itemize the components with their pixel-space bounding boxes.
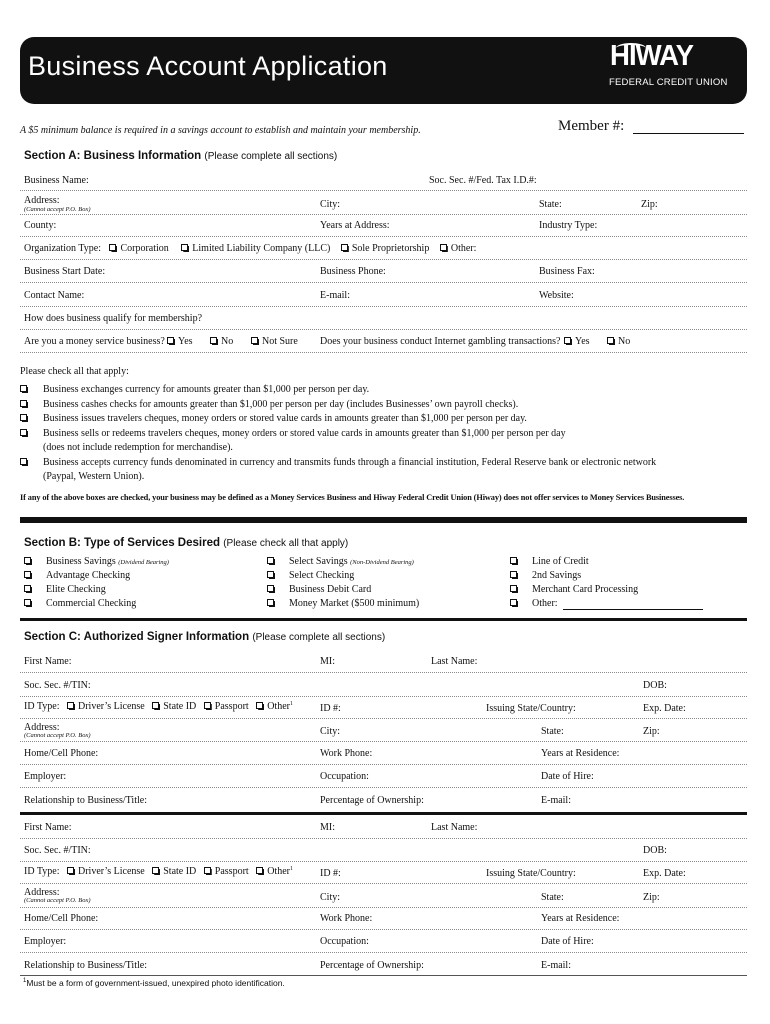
divider xyxy=(20,975,747,976)
section-c-title: Section C: Authorized Signer Information xyxy=(24,631,250,643)
service-elite-checking-checkbox[interactable] xyxy=(24,585,31,592)
check-sells-cheques[interactable] xyxy=(20,429,27,436)
section-b-title: Section B: Type of Services Desired xyxy=(24,537,220,549)
checkbox-icon xyxy=(181,244,188,251)
county-field[interactable]: County: xyxy=(24,220,57,231)
signer2-id-number-field[interactable]: ID #: xyxy=(320,868,341,879)
checkbox-icon xyxy=(251,337,258,344)
divider xyxy=(20,718,747,719)
checkbox-icon xyxy=(152,702,159,709)
service-money-market-checkbox[interactable] xyxy=(267,599,274,606)
section-b-note: (Please check all that apply) xyxy=(223,538,349,549)
contact-name-field[interactable]: Contact Name: xyxy=(24,290,85,301)
signer1-state-field[interactable]: State: xyxy=(541,726,564,737)
address-note: (Cannot accept P.O. Box) xyxy=(24,732,91,739)
section-a-heading xyxy=(24,150,337,162)
signer2-email-field[interactable]: E-mail: xyxy=(541,960,571,971)
address-note: (Cannot accept P.O. Box) xyxy=(24,897,91,904)
signer2-dob-field[interactable]: DOB: xyxy=(643,845,667,856)
signer1-home-phone-field[interactable]: Home/Cell Phone: xyxy=(24,748,99,759)
footnote: $^1$Must be a form of government-issued, unexpired photo identification. xyxy=(23,978,285,988)
service-advantage-checking: Advantage Checking xyxy=(46,570,131,581)
hiway-logo: HIWAY xyxy=(610,40,694,72)
signer2-occupation-field[interactable]: Occupation: xyxy=(320,936,369,947)
signer2-first-name-field[interactable]: First Name: xyxy=(24,822,72,833)
divider xyxy=(20,282,747,283)
check-currency-exchange[interactable] xyxy=(20,385,27,392)
signer2-hire-date-field[interactable]: Date of Hire: xyxy=(541,936,594,947)
years-at-address-field[interactable]: Years at Address: xyxy=(320,220,390,231)
section-b-heading xyxy=(24,537,348,549)
service-other-checkbox[interactable] xyxy=(510,599,517,606)
id-type-label: ID Type: xyxy=(24,866,60,877)
business-name-field[interactable]: Business Name: xyxy=(24,175,89,186)
business-zip-field[interactable]: Zip: xyxy=(641,199,658,210)
business-city-field[interactable]: City: xyxy=(320,199,341,210)
signer1-exp-date-field[interactable]: Exp. Date: xyxy=(643,703,686,714)
msb-option-yes[interactable]: Yes xyxy=(167,336,193,347)
check-all-label: Please check all that apply: xyxy=(20,366,129,377)
signer1-id-state-id[interactable]: State ID xyxy=(152,701,196,712)
hiway-logo-subtitle: FEDERAL CREDIT UNION xyxy=(609,77,728,88)
business-phone-field[interactable]: Business Phone: xyxy=(320,266,386,277)
divider xyxy=(20,952,747,953)
section-a-note: (Please complete all sections) xyxy=(204,151,338,162)
signer2-ownership-field[interactable]: Percentage of Ownership: xyxy=(320,960,424,971)
signer2-employer-field[interactable]: Employer: xyxy=(24,936,67,947)
msb-option-no[interactable]: No xyxy=(210,336,233,347)
service-select-savings: Select Savings (Non-Dividend Bearing) xyxy=(289,556,414,567)
divider xyxy=(20,764,747,765)
min-balance-notice: A $5 minimum balance is required in a savings account to establish and maintain your membership. xyxy=(20,125,421,136)
divider xyxy=(20,861,747,862)
signer1-years-residence-field[interactable]: Years at Residence: xyxy=(541,748,620,759)
address-note: (Cannot accept P.O. Box) xyxy=(24,206,91,213)
service-business-savings-checkbox[interactable] xyxy=(24,557,31,564)
check-issues-cheques[interactable] xyxy=(20,414,27,421)
signer2-mi-field[interactable]: MI: xyxy=(320,822,335,833)
signer2-issuing-field[interactable]: Issuing State/Country: xyxy=(486,868,576,879)
checkbox-icon xyxy=(440,244,447,251)
section-c-note: (Please complete all sections) xyxy=(252,632,386,643)
checkbox-icon xyxy=(256,702,263,709)
header-banner xyxy=(20,37,747,104)
section-separator xyxy=(20,517,747,523)
signer2-home-phone-field[interactable]: Home/Cell Phone: xyxy=(24,913,99,924)
signer1-zip-field[interactable]: Zip: xyxy=(643,726,660,737)
signer1-first-name-field[interactable]: First Name: xyxy=(24,656,72,667)
divider xyxy=(20,306,747,307)
divider xyxy=(20,214,747,215)
check-item-text: (does not include redemption for merchandise). xyxy=(43,442,233,453)
website-field[interactable]: Website: xyxy=(539,290,574,301)
signer1-work-phone-field[interactable]: Work Phone: xyxy=(320,748,373,759)
business-state-field[interactable]: State: xyxy=(539,199,562,210)
signer1-id-number-field[interactable]: ID #: xyxy=(320,703,341,714)
signer2-zip-field[interactable]: Zip: xyxy=(643,892,660,903)
service-money-market: Money Market ($500 minimum) xyxy=(289,598,420,609)
form-title: Business Account Application xyxy=(28,51,388,81)
signer1-last-name-field[interactable]: Last Name: xyxy=(431,656,478,667)
check-transmits-funds[interactable] xyxy=(20,458,27,465)
industry-type-field[interactable]: Industry Type: xyxy=(539,220,598,231)
member-number-label: Member #: xyxy=(558,118,625,134)
service-line-of-credit-checkbox[interactable] xyxy=(510,557,517,564)
checkbox-icon xyxy=(204,867,211,874)
signer2-city-field[interactable]: City: xyxy=(320,892,341,903)
check-item-text: Business cashes checks for amounts greater than $1,000 per person per day (includes Businesses’ own payroll checks). xyxy=(43,399,519,410)
checkbox-icon xyxy=(109,244,116,251)
msb-question: Are you a money service business? xyxy=(24,336,165,347)
section-c-heading xyxy=(24,631,385,643)
membership-qualification-field[interactable]: How does business qualify for membership? xyxy=(24,313,203,324)
signer2-id-type-row xyxy=(24,866,293,877)
check-cashes-checks[interactable] xyxy=(20,400,27,407)
service-line-of-credit: Line of Credit xyxy=(532,556,589,567)
gambling-question: Does your business conduct Internet gambling transactions? xyxy=(320,336,561,347)
signer1-occupation-field[interactable]: Occupation: xyxy=(320,771,369,782)
org-option-other[interactable]: Other: xyxy=(440,243,477,254)
section-separator xyxy=(20,618,747,621)
section-a-title: Section A: Business Information xyxy=(24,150,202,162)
service-other-field[interactable] xyxy=(563,609,703,610)
signer1-email-field[interactable]: E-mail: xyxy=(541,795,571,806)
divider xyxy=(20,741,747,742)
signer2-exp-date-field[interactable]: Exp. Date: xyxy=(643,868,686,879)
service-commercial-checking: Commercial Checking xyxy=(46,598,137,609)
checkbox-icon xyxy=(341,244,348,251)
signer1-relationship-field[interactable]: Relationship to Business/Title: xyxy=(24,795,147,806)
signer2-id-drivers-license[interactable]: Driver’s License xyxy=(67,866,145,877)
signer1-hire-date-field[interactable]: Date of Hire: xyxy=(541,771,594,782)
service-debit-card: Business Debit Card xyxy=(289,584,372,595)
checkbox-icon xyxy=(607,337,614,344)
signer1-id-other[interactable]: Other$^1$ xyxy=(256,701,293,712)
check-item-text: Business issues travelers cheques, money orders or stored value cards in amounts greater than $1,000 per person per day. xyxy=(43,413,527,424)
org-option-corporation[interactable]: Corporation xyxy=(109,243,168,254)
service-other: Other: xyxy=(532,598,558,609)
divider xyxy=(20,352,747,353)
service-merchant-card: Merchant Card Processing xyxy=(532,584,639,595)
signer1-issuing-field[interactable]: Issuing State/Country: xyxy=(486,703,576,714)
signer1-city-field[interactable]: City: xyxy=(320,726,341,737)
service-elite-checking: Elite Checking xyxy=(46,584,106,595)
business-start-date-field[interactable]: Business Start Date: xyxy=(24,266,106,277)
service-2nd-savings: 2nd Savings xyxy=(532,570,582,581)
divider xyxy=(20,907,747,908)
check-item-text: Business accepts currency funds denominated in currency and transmits funds through a financial institution, Federal Reserve bank or electronic network xyxy=(43,457,657,468)
signer1-id-drivers-license[interactable]: Driver’s License xyxy=(67,701,145,712)
signer2-id-passport[interactable]: Passport xyxy=(204,866,249,877)
business-email-field[interactable]: E-mail: xyxy=(320,290,350,301)
id-type-label: ID Type: xyxy=(24,701,60,712)
signer1-ssn-field[interactable]: Soc. Sec. #/TIN: xyxy=(24,680,91,691)
signer1-dob-field[interactable]: DOB: xyxy=(643,680,667,691)
signer2-work-phone-field[interactable]: Work Phone: xyxy=(320,913,373,924)
service-advantage-checking-checkbox[interactable] xyxy=(24,571,31,578)
gambling-option-yes[interactable]: Yes xyxy=(564,336,590,347)
divider xyxy=(20,672,747,673)
service-select-checking-checkbox[interactable] xyxy=(267,571,274,578)
checkbox-icon xyxy=(67,702,74,709)
service-business-savings: Business Savings (Dividend Bearing) xyxy=(46,556,169,567)
divider xyxy=(20,929,747,930)
signer2-state-field[interactable]: State: xyxy=(541,892,564,903)
business-fax-field[interactable]: Business Fax: xyxy=(539,266,595,277)
signer2-years-residence-field[interactable]: Years at Residence: xyxy=(541,913,620,924)
checkbox-icon xyxy=(204,702,211,709)
checkbox-icon xyxy=(256,867,263,874)
org-option-sole-proprietorship[interactable]: Sole Proprietorship xyxy=(341,243,430,254)
signer-separator xyxy=(20,812,747,815)
signer2-ssn-field[interactable]: Soc. Sec. #/TIN: xyxy=(24,845,91,856)
signer1-ownership-field[interactable]: Percentage of Ownership: xyxy=(320,795,424,806)
member-number-field[interactable] xyxy=(633,133,744,134)
signer1-address-field[interactable]: Address: xyxy=(24,722,60,733)
org-type-label: Organization Type: xyxy=(24,243,101,254)
signer2-id-state-id[interactable]: State ID xyxy=(152,866,196,877)
check-item-text: Business sells or redeems travelers cheques, money orders or stored value cards in amounts greater than $1,000 per person per day xyxy=(43,428,566,439)
divider xyxy=(20,236,747,237)
divider xyxy=(20,329,747,330)
signer2-relationship-field[interactable]: Relationship to Business/Title: xyxy=(24,960,147,971)
checkbox-icon xyxy=(152,867,159,874)
checkbox-icon xyxy=(210,337,217,344)
check-item-text: Business exchanges currency for amounts greater than $1,000 per person per day. xyxy=(43,384,370,395)
service-merchant-card-checkbox[interactable] xyxy=(510,585,517,592)
service-select-checking: Select Checking xyxy=(289,570,355,581)
service-commercial-checking-checkbox[interactable] xyxy=(24,599,31,606)
divider xyxy=(20,259,747,260)
service-debit-card-checkbox[interactable] xyxy=(267,585,274,592)
divider xyxy=(20,787,747,788)
msb-option-not-sure[interactable]: Not Sure xyxy=(251,336,298,347)
msb-warning: If any of the above boxes are checked, your business may be defined as a Money Services Business and Hiway Federal Credit Union (Hiway) does not offer services to Money Services Businesses. xyxy=(20,493,685,502)
service-select-savings-checkbox[interactable] xyxy=(267,557,274,564)
check-item-text: (Paypal, Western Union). xyxy=(43,471,145,482)
divider xyxy=(20,696,747,697)
checkbox-icon xyxy=(564,337,571,344)
signer1-employer-field[interactable]: Employer: xyxy=(24,771,67,782)
signer1-id-type-row xyxy=(24,701,293,712)
divider xyxy=(20,838,747,839)
signer2-last-name-field[interactable]: Last Name: xyxy=(431,822,478,833)
tax-id-field[interactable]: Soc. Sec. #/Fed. Tax I.D.#: xyxy=(429,175,537,186)
divider xyxy=(20,883,747,884)
gambling-option-no[interactable]: No xyxy=(607,336,630,347)
business-address-field[interactable]: Address: xyxy=(24,195,60,206)
org-option-llc[interactable]: Limited Liability Company (LLC) xyxy=(181,243,330,254)
service-2nd-savings-checkbox[interactable] xyxy=(510,571,517,578)
signer1-mi-field[interactable]: MI: xyxy=(320,656,335,667)
org-type-row xyxy=(24,243,476,254)
signer2-address-field[interactable]: Address: xyxy=(24,887,60,898)
signer2-id-other[interactable]: Other$^1$ xyxy=(256,866,293,877)
divider xyxy=(20,190,747,191)
checkbox-icon xyxy=(67,867,74,874)
checkbox-icon xyxy=(167,337,174,344)
signer1-id-passport[interactable]: Passport xyxy=(204,701,249,712)
